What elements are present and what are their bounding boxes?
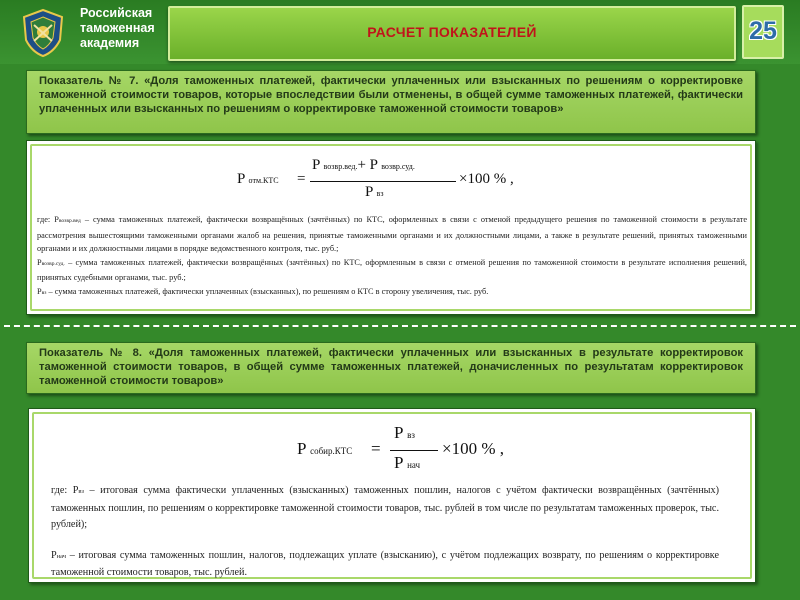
formula-7-fraction-line xyxy=(310,181,456,182)
term-2-sub: возвр.суд. xyxy=(41,260,65,267)
indicator-8-title: Показатель № 8. «Доля таможенных платежей, фактически уплаченных или взысканных в результате корректировок таможенной стоимости товаров, в общей сумме таможенных платежей, доначисленных по результатам корректировок таможенной стоимости товаров» xyxy=(26,342,756,394)
org-line-2: таможенная xyxy=(80,21,155,35)
indicator-8-card xyxy=(28,408,756,583)
formula-8-num: P xyxy=(394,423,403,442)
indicator-8-explanation xyxy=(51,483,719,582)
term-1-sub: возвр.вед xyxy=(58,218,81,224)
slide-title-bar xyxy=(168,6,736,61)
indicator-7-term-1 xyxy=(37,213,747,256)
term-3-text: – сумма таможенных платежей, фактически уплаченных (взысканных), по решениям о КТС в сторону увеличения, тыс. руб. xyxy=(46,286,489,296)
formula-8-den: P xyxy=(394,453,403,472)
indicator-8-term-1 xyxy=(51,483,719,534)
org-line-1: Российская xyxy=(80,6,153,20)
term-1-sub: вз xyxy=(78,488,84,495)
formula-7-plus: + P xyxy=(357,157,378,173)
formula-7 xyxy=(237,153,537,215)
formula-8-num-sub: вз xyxy=(407,430,415,440)
formula-7-lhs-sub: отм.КТС xyxy=(248,176,279,185)
slide-number-badge xyxy=(742,5,784,59)
formula-8-lhs-sub: собир.КТС xyxy=(310,446,353,456)
slide-title: РАСЧЕТ ПОКАЗАТЕЛЕЙ xyxy=(367,24,537,40)
academy-emblem-icon xyxy=(20,8,66,58)
term-2-sub: нач xyxy=(56,552,67,560)
term-2-symbol: P xyxy=(51,549,57,561)
header-bar xyxy=(0,0,800,64)
term-2-text: – итоговая сумма таможенных пошлин, налогов, подлежащих уплате (взысканию), с учётом подлежащих возврату, по решениям о корректировке таможенной стоимости товаров, тыс. рублей. xyxy=(51,549,719,578)
formula-7-denominator xyxy=(365,184,383,201)
formula-7-numerator xyxy=(312,157,415,174)
formula-8-den-sub: нач xyxy=(407,460,421,470)
slide-number: 25 xyxy=(749,17,777,45)
term-2-symbol: P xyxy=(37,257,42,267)
formula-8-fraction-line xyxy=(390,450,438,451)
formula-7-lhs xyxy=(237,171,279,188)
formula-7-lhs-symbol: P xyxy=(237,171,245,187)
formula-8-equals: = xyxy=(371,439,381,458)
term-1-symbol: где: P xyxy=(51,485,79,496)
formula-7-multiplier: ×100 % , xyxy=(459,171,514,187)
formula-7-num-b-sub: возвр.суд. xyxy=(381,162,415,171)
term-3-symbol: P xyxy=(37,286,42,296)
indicator-7-title: Показатель № 7. «Доля таможенных платежей, фактически уплаченных или взысканных по решениям о корректировке таможенной стоимости товаров, которые впоследствии были отменены, в общей сумме таможенных платежей, фактически уплаченных или взысканных по решениям о корректировке таможенной стоимости товаров» xyxy=(26,70,756,134)
section-divider xyxy=(4,325,796,327)
term-3-sub: вз xyxy=(41,289,47,296)
formula-7-den-sub: вз xyxy=(376,189,384,198)
formula-7-num-a: P xyxy=(312,157,320,173)
formula-8-denominator xyxy=(394,453,420,473)
term-1-symbol: где: P xyxy=(37,215,59,224)
formula-8-lhs xyxy=(297,439,352,459)
formula-7-num-a-sub: возвр.вед. xyxy=(323,162,358,171)
term-1-text: – итоговая сумма фактически уплаченных (взысканных) таможенных пошлин, налогов с учётом фактически возвращённых (зачтённых) таможенных пошлин, по решениям о корректировке таможенной стоимости товаров, тыс. рублей в том числе по результатам таможенных проверок, тыс. рублей); xyxy=(51,485,719,530)
formula-8-numerator xyxy=(394,423,415,443)
indicator-7-term-2 xyxy=(37,256,747,285)
formula-7-equals: = xyxy=(297,171,306,187)
indicator-7-explanation xyxy=(37,213,747,301)
organization-name xyxy=(80,6,155,51)
term-1-text: – сумма таможенных платежей, фактически возвращённых (зачтённых) по КТС, оформленных в связи с отменой предыдущего решения по таможенной стоимости в результате рассмотрения вышестоящими таможенными органами жалоб на решения, принятые таможенными органами и их должностными лицами, а также в результате решений, принятых таможенными органами и их должностными лицами в порядке ведомственного контроля, тыс. руб.; xyxy=(37,215,748,254)
formula-7-den: P xyxy=(365,184,373,200)
term-2-text: – сумма таможенных платежей, фактически возвращённых (зачтённых) по КТС, оформленным в связи с отменой решения по таможенной стоимости в результате исполнения решений, принятых судебными органами, тыс. руб.; xyxy=(37,257,747,283)
org-line-3: академия xyxy=(80,36,140,50)
formula-8-lhs-symbol: P xyxy=(297,439,306,458)
formula-8-multiplier: ×100 % , xyxy=(442,439,504,458)
indicator-8-term-2 xyxy=(51,548,719,582)
indicator-7-card xyxy=(26,140,756,315)
formula-8 xyxy=(297,423,557,485)
indicator-7-term-3 xyxy=(37,285,747,301)
